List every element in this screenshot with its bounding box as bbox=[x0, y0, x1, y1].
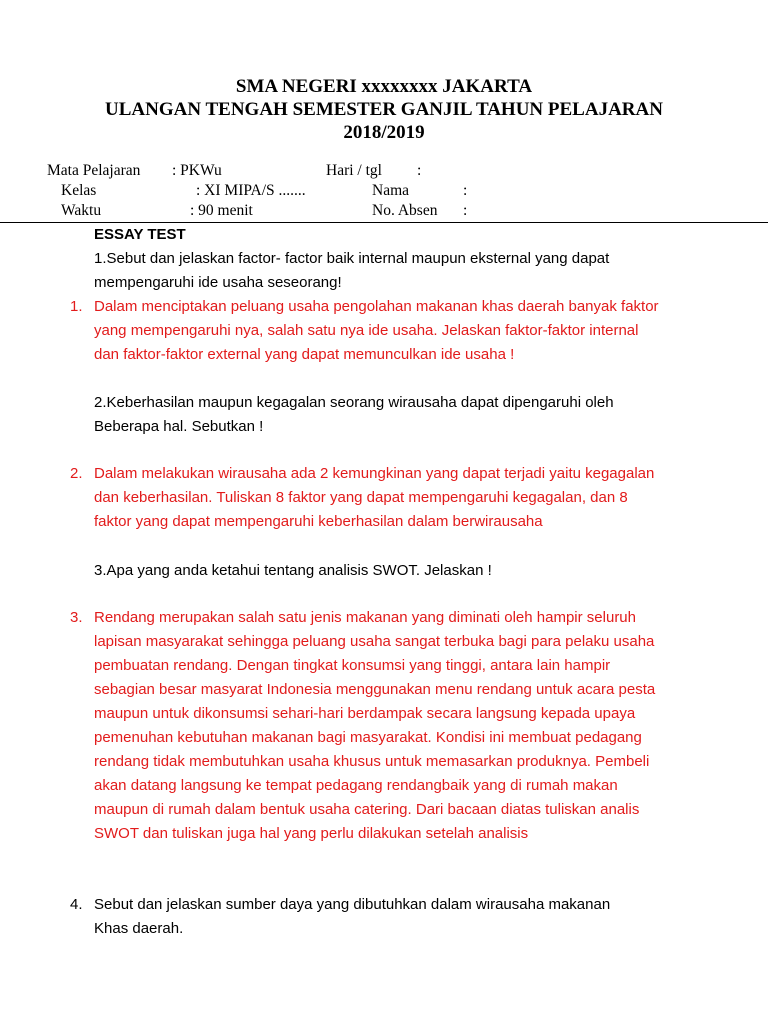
q3-red-line8: akan datang langsung ke tempat pedagang rendangbaik yang di rumah makan bbox=[94, 777, 618, 794]
q2-red-line2: dan keberhasilan. Tuliskan 8 faktor yang dapat mempengaruhi kegagalan, dan 8 bbox=[94, 489, 628, 506]
q3-red-line6: pemenuhan kebutuhan makanan bagi masyarakat. Kondisi ini membuat pedagang bbox=[94, 729, 642, 746]
q2-text-line2: Beberapa hal. Sebutkan ! bbox=[94, 418, 264, 435]
q1-red-line3: dan faktor-faktor external yang dapat memunculkan ide usaha ! bbox=[94, 346, 515, 363]
waktu-label: Waktu bbox=[61, 202, 102, 219]
q3-red-line7: rendang tidak membutuhkan usaha khusus untuk memasarkan produknya. Pembeli bbox=[94, 753, 650, 770]
academic-year: 2018/2019 bbox=[343, 122, 425, 143]
absen-colon: : bbox=[463, 202, 468, 219]
q1-red-line1: Dalam menciptakan peluang usaha pengolahan makanan khas daerah banyak faktor bbox=[94, 298, 659, 315]
exam-title: ULANGAN TENGAH SEMESTER GANJIL TAHUN PELAJARAN bbox=[105, 99, 663, 120]
hari-colon: : bbox=[417, 162, 422, 179]
q2-red-number: 2. bbox=[70, 465, 83, 482]
q4-number: 4. bbox=[70, 896, 83, 913]
section-title: ESSAY TEST bbox=[94, 226, 186, 243]
school-title: SMA NEGERI xxxxxxxx JAKARTA bbox=[235, 76, 533, 97]
q1-text-line2: mempengaruhi ide usaha seseorang! bbox=[94, 274, 342, 291]
q3-red-line9: maupun di rumah dalam bentuk usaha catering. Dari bacaan diatas tuliskan analis bbox=[94, 801, 640, 818]
q3-red-line10: SWOT dan tuliskan juga hal yang perlu dilakukan setelah analisis bbox=[94, 825, 529, 842]
q3-text-line1: 3.Apa yang anda ketahui tentang analisis SWOT. Jelaskan ! bbox=[94, 562, 492, 579]
nama-label: Nama bbox=[372, 182, 410, 199]
q2-red-line1: Dalam melakukan wirausaha ada 2 kemungkinan yang dapat terjadi yaitu kegagalan bbox=[94, 465, 655, 482]
q3-red-line4: sebagian besar masyarat Indonesia menggunakan menu rendang untuk acara pesta bbox=[94, 681, 656, 698]
nama-colon: : bbox=[463, 182, 468, 199]
q3-red-line1: Rendang merupakan salah satu jenis makanan yang diminati oleh hampir seluruh bbox=[94, 609, 636, 626]
q4-line1: Sebut dan jelaskan sumber daya yang dibutuhkan dalam wirausaha makanan bbox=[94, 896, 611, 913]
q1-text-line1: 1.Sebut dan jelaskan factor- factor baik internal maupun eksternal yang dapat bbox=[94, 250, 610, 267]
q2-red-line3: faktor yang dapat mempengaruhi keberhasilan dalam berwirausaha bbox=[94, 513, 543, 530]
mapel-label: Mata Pelajaran bbox=[47, 162, 141, 179]
hari-label: Hari / tgl bbox=[326, 162, 382, 179]
waktu-value: : 90 menit bbox=[190, 202, 253, 219]
q3-red-line3: pembuatan rendang. Dengan tingkat konsumsi yang tinggi, antara lain hampir bbox=[94, 657, 611, 674]
q2-text-line1: 2.Keberhasilan maupun kegagalan seorang wirausaha dapat dipengaruhi oleh bbox=[94, 394, 614, 411]
mapel-value: : PKWu bbox=[172, 162, 222, 179]
kelas-value: : XI MIPA/S ....... bbox=[196, 182, 306, 199]
q4-line2: Khas daerah. bbox=[94, 920, 184, 937]
q1-red-number: 1. bbox=[70, 298, 83, 315]
kelas-label: Kelas bbox=[61, 182, 97, 199]
absen-label: No. Absen bbox=[372, 202, 438, 219]
q1-red-line2: yang mempengaruhi nya, salah satu nya ide usaha. Jelaskan faktor-faktor internal bbox=[94, 322, 639, 339]
q3-red-number: 3. bbox=[70, 609, 83, 626]
q3-red-line5: maupun untuk dikonsumsi sehari-hari berdampak secara langsung kepada upaya bbox=[94, 705, 636, 722]
q3-red-line2: lapisan masyarakat sehingga peluang usaha sangat terbuka bagi para pelaku usaha bbox=[94, 633, 655, 650]
